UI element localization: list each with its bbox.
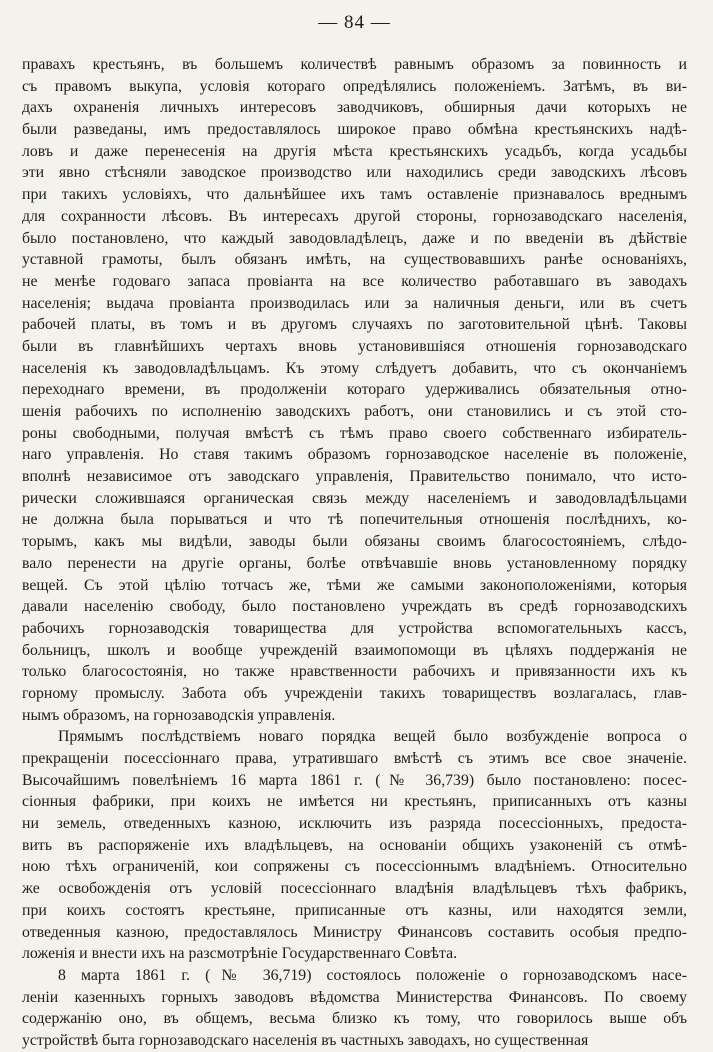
- text-line: вить въ распоряженіе ихъ владѣльцевъ, на основаніи общихъ узаконеній съ отмѣ-: [22, 836, 687, 854]
- text-line: населенія; выдача провіанта производилась или за наличныя деньги, или въ счетъ: [22, 294, 687, 312]
- text-line: больницъ, школъ и вообще учрежденій взаимопомощи въ цѣляхъ поддержанія не: [22, 641, 687, 659]
- text-line: было постановлено, что каждый заводовладѣлецъ, даже и по введеніи въ дѣйствіе: [22, 229, 687, 247]
- text-line: шенія рабочихъ по исполненію заводскихъ работъ, они становились и съ этой сто-: [22, 403, 687, 420]
- text-line: леніи казенныхъ горныхъ заводовъ вѣдомства Министерства Финансовъ. По своему: [22, 988, 687, 1006]
- text-line: вало перенести на другіе органы, болѣе отвѣчавшіе вновь установленному порядку: [22, 554, 687, 572]
- text-line: ложенія и внести ихъ на разсмотрѣніе Государственнаго Совѣта.: [22, 945, 458, 963]
- text-line: уставной грамоты, былъ обязанъ имѣть, на существовавшихъ ранѣе основаніяхъ,: [22, 251, 687, 269]
- text-line: были въ главнѣйшихъ чертахъ вновь установившіяся отношенія горнозаводскаго: [22, 337, 687, 355]
- text-line: нымъ образомъ, на горнозаводскія управленія.: [22, 706, 336, 724]
- text-line: ною тѣхъ ограниченій, кои сопряжены съ посессіоннымъ владѣніемъ. Относительно: [22, 858, 687, 876]
- text-line: только благосостоянія, но также нравственности рабочихъ и привязанности ихъ къ: [22, 663, 687, 681]
- text-line: вещей. Съ этой цѣлію тотчасъ же, тѣми же самыми законоположеніями, которыя: [22, 576, 687, 594]
- text-line: при коихъ состоятъ крестьяне, приписанные отъ казны, или находятся земли,: [22, 901, 687, 919]
- text-line: для сохранности лѣсовъ. Въ интересахъ другой стороны, горнозаводскаго населенія,: [22, 207, 687, 225]
- text-line: ни земель, отведенныхъ казною, исключить изъ разряда посессіонныхъ, предоста-: [22, 815, 687, 833]
- text-line: давали населенію свободу, было постановлено учреждать въ средѣ горнозаводскихъ: [22, 598, 687, 616]
- text-line: были разведаны, имъ предоставлялось широкое право обмѣна крестьянскихъ надѣ-: [22, 121, 687, 139]
- text-line: переходнаго времени, въ продолженіи котораго удерживались обязательныя отно-: [22, 381, 687, 399]
- text-line: рически сложившаяся органическая связь между населеніемъ и заводовладѣльцами: [22, 489, 687, 507]
- text-line: сіонныя фабрики, при коихъ не имѣется ни крестьянъ, приписанныхъ отъ казны: [22, 793, 687, 811]
- paragraph: [22, 726, 687, 965]
- text-line: не должна была порываться и что тѣ попечительныя отношенія послѣднихъ, ко-: [22, 511, 687, 529]
- text-line: торымъ, какъ мы видѣли, заводы были обязаны своимъ благосостояніемъ, слѣдо-: [22, 533, 687, 551]
- text-line: отведенныя казною, предоставлялось Министру Финансовъ составить особыя предпо-: [22, 923, 687, 941]
- text-line: дахъ охраненія личныхъ интересовъ заводчиковъ, обширныя дачи которыхъ не: [22, 99, 687, 117]
- text-line: Прямымъ послѣдствіемъ новаго порядка вещей было возбужденіе вопроса о: [58, 728, 687, 746]
- text-line: устройствѣ быта горнозаводскаго населенія въ частныхъ заводахъ, но существенная: [22, 1031, 589, 1049]
- text-line: населенія къ заводовладѣльцамъ. Къ этому слѣдуетъ добавить, что съ окончаніемъ: [22, 359, 687, 377]
- paragraph: [22, 965, 687, 1052]
- text-line: при такихъ условіяхъ, что дальнѣйшее ихъ тамъ оставленіе признавалось вреднымъ: [22, 186, 687, 204]
- text-line: наго управленія. Но ставя такимъ образомъ горнозаводское населеніе въ положеніе,: [22, 446, 687, 464]
- text-line: роны свободными, получая вмѣстѣ съ тѣмъ право своего собственнаго избиратель-: [22, 424, 687, 442]
- text-line: эти явно стѣсняли заводское производство или находились среди заводскихъ лѣсовъ: [22, 164, 687, 182]
- text-line: вполнѣ независимое отъ заводскаго управленія, Правительство понимало, что истo-: [22, 468, 687, 486]
- text-line: Высочайшимъ повелѣніемъ 16 марта 1861 г. (№ 36,739) было постановлено: посес-: [22, 771, 687, 789]
- text-line: 8 марта 1861 г. (№ 36,719) состоялось положеніе о горнозаводскомъ насе-: [58, 966, 687, 984]
- text-line: горному промыслу. Забота объ учрежденіи такихъ товариществъ возлагалась, глав-: [22, 684, 687, 702]
- text-line: не менѣе годоваго запаса провіанта на все количество работавшаго въ заводахъ: [22, 272, 687, 290]
- text-line: правахъ крестьянъ, въ большемъ количествѣ равнымъ образомъ за повинность и: [22, 56, 687, 73]
- text-line: рабочихъ горнозаводскія товарищества для устройства вспомогательныхъ кассъ,: [22, 619, 687, 637]
- text-line: съ правомъ выкупа, условія котораго опредѣлялись положеніемъ. Затѣмъ, въ ви-: [22, 77, 687, 95]
- text-line: содержанію оно, въ общемъ, весьма близко къ тому, что говорилось выше объ: [22, 1010, 687, 1028]
- text-body: [22, 54, 687, 1052]
- text-line: ловъ и даже перенесенія на другія мѣста крестьянскихъ усадьбъ, когда усадьбы: [22, 142, 687, 160]
- text-line: рабочей платы, въ томъ и въ другомъ случаяхъ по заготовительной цѣнѣ. Таковы: [22, 316, 687, 334]
- paragraph: [22, 54, 687, 726]
- text-line: прекращеніи посессіоннаго права, утратившаго вмѣстѣ съ этимъ все свое значеніе.: [22, 750, 687, 767]
- text-line: же освобожденія отъ условій посессіоннаго владѣнія владѣльцевъ тѣхъ фабрикъ,: [22, 880, 687, 898]
- page-number: — 84 —: [318, 12, 391, 33]
